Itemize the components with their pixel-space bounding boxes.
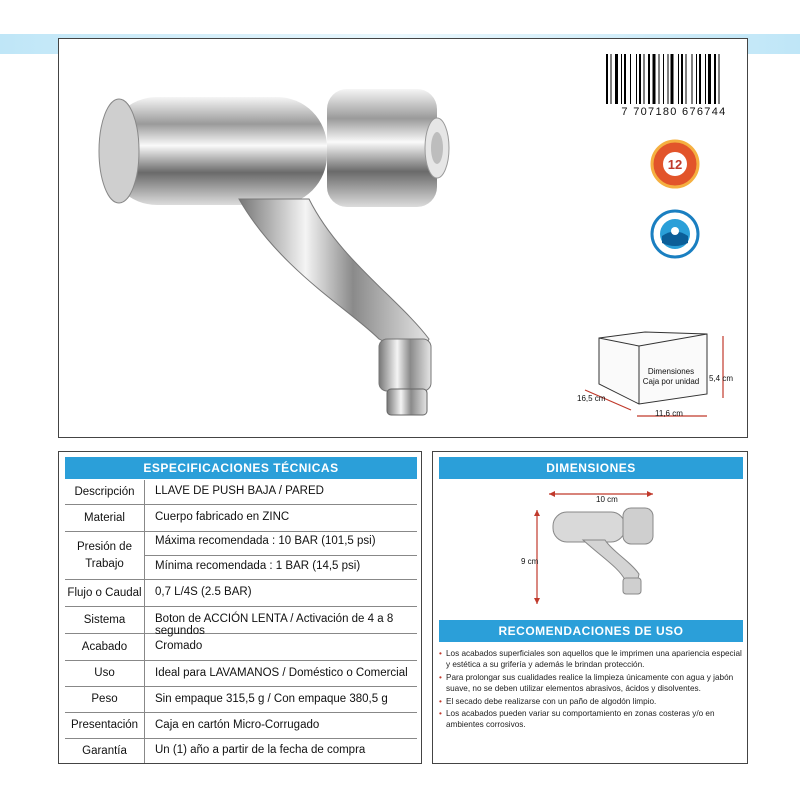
spec-label: Descripción	[65, 480, 145, 504]
specs-title: ESPECIFICACIONES TÉCNICAS	[65, 457, 417, 479]
spec-value: 0,7 L/4S (2.5 BAR)	[155, 586, 252, 598]
spec-value: Ideal para LAVAMANOS / Doméstico o Comercial	[155, 667, 408, 679]
list-item: • Los acabados pueden variar su comportamiento en zonas costeras y/o en ambientes corrosivos.	[439, 708, 743, 731]
spec-row	[65, 480, 417, 505]
list-item: • Para prolongar sus cualidades realice la limpieza únicamente con agua y jabón suave, no se deben utilizar elementos abrasivos, ácidos y disolventes.	[439, 672, 743, 695]
barcode-bar	[615, 54, 618, 104]
box-label-line1: Dimensiones	[647, 367, 695, 376]
box-label	[640, 367, 702, 387]
spec-row	[65, 580, 417, 607]
faucet-image	[89, 59, 489, 439]
spec-value: LLAVE DE PUSH BAJA / PARED	[155, 485, 324, 497]
barcode-bar	[696, 54, 697, 104]
spec-row	[65, 532, 417, 580]
box-height-label: 5,4 cm	[709, 374, 734, 383]
spec-label: Peso	[65, 687, 145, 712]
spec-label: Presión de Trabajo	[65, 532, 145, 579]
water-saver-icon	[650, 209, 700, 259]
spec-label: Sistema	[65, 607, 145, 633]
spec-label: Acabado	[65, 634, 145, 660]
spec-row	[65, 687, 417, 713]
barcode-bar	[636, 54, 637, 104]
barcode-bar	[714, 54, 716, 104]
spec-row	[65, 634, 417, 661]
barcode-bar	[663, 54, 664, 104]
spec-label: Uso	[65, 661, 145, 686]
box-depth-label: 16,5 cm	[577, 394, 606, 403]
box-width-label: 11,6 cm	[655, 409, 683, 418]
list-item: • Los acabados superficiales son aquellos que le imprimen una apariencia especial y estética a su grifería y además le brindan protección.	[439, 648, 743, 671]
spec-label: Material	[65, 505, 145, 531]
barcode-digits: 7 707180 676744	[621, 106, 727, 118]
spec-row	[65, 661, 417, 687]
spec-row	[65, 607, 417, 637]
dimensions-panel	[432, 451, 748, 764]
box-label-line2: Caja por unidad	[642, 377, 700, 386]
spec-subdivider	[145, 555, 417, 556]
barcode-bar	[705, 54, 706, 104]
barcode-bar	[653, 54, 656, 104]
specs-panel	[58, 451, 422, 764]
spec-row	[65, 713, 417, 739]
list-item: • El secado debe realizarse con un paño de algodón limpio.	[439, 696, 743, 707]
barcode-bar	[668, 54, 669, 104]
spec-value: Cuerpo fabricado en ZINC	[155, 511, 290, 523]
warranty-number: 12	[667, 157, 683, 172]
spec-value-2: Mínima recomendada : 1 BAR (14,5 psi)	[155, 560, 361, 572]
spec-value: Boton de ACCIÓN LENTA / Activación de 4 a 8 segundos	[155, 613, 394, 637]
faucet-dimension-drawing	[513, 488, 673, 608]
barcode-bar	[611, 54, 612, 104]
spec-label: Presentación	[65, 713, 145, 738]
barcode-icon	[604, 54, 744, 104]
barcode-bar	[681, 54, 683, 104]
spec-value: Sin empaque 315,5 g / Con empaque 380,5 g	[155, 693, 388, 705]
barcode-bar	[678, 54, 679, 104]
spec-value: Caja en cartón Micro-Corrugado	[155, 719, 320, 731]
recommendations-list	[439, 648, 743, 732]
spec-row	[65, 505, 417, 532]
barcode-bar	[621, 54, 622, 104]
barcode-bar	[624, 54, 626, 104]
spec-value: Cromado	[155, 640, 203, 652]
barcode-bar	[719, 54, 720, 104]
barcode-bar	[644, 54, 645, 104]
dim-height-label: 9 cm	[521, 557, 539, 566]
barcode-bar	[699, 54, 701, 104]
barcode-bar	[639, 54, 641, 104]
barcode-bar	[630, 54, 631, 104]
barcode-bar	[671, 54, 674, 104]
barcode-bar	[692, 54, 693, 104]
recommendations-title: RECOMENDACIONES DE USO	[439, 620, 743, 642]
spec-row	[65, 739, 417, 763]
spec-label: Garantía	[65, 739, 145, 763]
dim-width-label: 10 cm	[596, 495, 618, 504]
barcode-bar	[648, 54, 650, 104]
spec-value: Máxima recomendada : 10 BAR (101,5 psi)	[155, 535, 376, 547]
barcode-bar	[686, 54, 687, 104]
spec-label: Flujo o Caudal	[65, 580, 145, 606]
spec-value: Un (1) año a partir de la fecha de compra	[155, 744, 366, 756]
barcode-bar	[708, 54, 711, 104]
barcode-bar	[659, 54, 660, 104]
dimensions-title: DIMENSIONES	[439, 457, 743, 479]
warranty-badge-icon	[650, 139, 700, 189]
barcode-bar	[606, 54, 608, 104]
